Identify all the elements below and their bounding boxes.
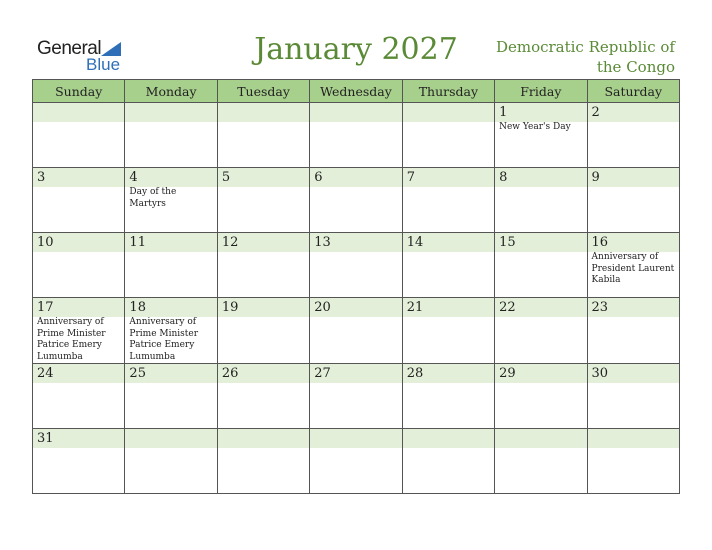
day-number: 11 [125, 233, 216, 252]
day-number [125, 429, 216, 448]
day-number [33, 103, 124, 122]
holiday-label [403, 186, 494, 187]
day-cell [217, 364, 309, 429]
holiday-label [495, 186, 586, 187]
day-cell [33, 233, 125, 298]
day-cell [587, 429, 679, 494]
weekday-header: Sunday [33, 80, 125, 103]
week-row [33, 298, 680, 364]
calendar-grid [32, 79, 680, 494]
day-number: 21 [403, 298, 494, 317]
holiday-label: Anniversary of President Laurent Kabila [591, 252, 675, 285]
day-number: 16 [588, 233, 679, 252]
weekday-header-row [33, 80, 680, 103]
holiday-label [588, 186, 679, 187]
day-number [403, 429, 494, 448]
day-number: 27 [310, 364, 401, 383]
day-number [218, 429, 309, 448]
day-cell [33, 168, 125, 233]
day-number: 31 [33, 429, 124, 448]
week-row [33, 364, 680, 429]
day-cell [125, 298, 217, 364]
day-number: 13 [310, 233, 401, 252]
day-number [125, 103, 216, 122]
day-cell [310, 168, 402, 233]
logo-blue-text: Blue [86, 55, 121, 74]
holiday-label [310, 447, 401, 448]
week-row [33, 233, 680, 298]
holiday-label: Day of the Martyrs [129, 187, 177, 209]
day-number: 1 [495, 103, 586, 122]
day-cell [402, 429, 494, 494]
holiday-label [218, 447, 309, 448]
day-number: 2 [588, 103, 679, 122]
day-number [218, 103, 309, 122]
day-cell [495, 233, 587, 298]
weekday-header: Wednesday [310, 80, 402, 103]
day-cell [587, 298, 679, 364]
weekday-header: Thursday [402, 80, 494, 103]
day-number: 22 [495, 298, 586, 317]
weekday-header: Friday [495, 80, 587, 103]
calendar-title: January 2027 [254, 32, 458, 67]
holiday-label [33, 186, 124, 187]
day-number: 15 [495, 233, 586, 252]
day-cell [217, 233, 309, 298]
day-cell [587, 103, 679, 168]
holiday-label: Anniversary of Prime Minister Patrice Emery Lumumba [37, 317, 106, 362]
day-number [310, 429, 401, 448]
day-cell [495, 429, 587, 494]
day-number: 28 [403, 364, 494, 383]
day-cell [33, 103, 125, 168]
holiday-label [125, 447, 216, 448]
day-cell [310, 298, 402, 364]
day-number: 17 [33, 298, 124, 317]
week-row [33, 429, 680, 494]
day-number: 5 [218, 168, 309, 187]
day-cell [33, 298, 125, 364]
holiday-label [218, 186, 309, 187]
holiday-label [495, 447, 586, 448]
day-cell [587, 364, 679, 429]
weekday-header: Saturday [587, 80, 679, 103]
day-number: 7 [403, 168, 494, 187]
day-cell [402, 168, 494, 233]
day-number [403, 103, 494, 122]
day-number: 30 [588, 364, 679, 383]
day-cell [587, 168, 679, 233]
day-number: 4 [125, 168, 216, 187]
day-cell [33, 364, 125, 429]
day-cell [125, 168, 217, 233]
weekday-header: Monday [125, 80, 217, 103]
day-cell [125, 429, 217, 494]
day-cell [125, 233, 217, 298]
day-number: 18 [125, 298, 216, 317]
day-number: 14 [403, 233, 494, 252]
day-cell [495, 103, 587, 168]
day-number: 9 [588, 168, 679, 187]
day-cell [587, 233, 679, 298]
day-number: 3 [33, 168, 124, 187]
holiday-label [588, 121, 679, 122]
holiday-label [403, 121, 494, 122]
day-number: 25 [125, 364, 216, 383]
day-number: 20 [310, 298, 401, 317]
day-number [310, 103, 401, 122]
day-number [495, 429, 586, 448]
day-number: 19 [218, 298, 309, 317]
day-cell [402, 233, 494, 298]
holiday-label [218, 121, 309, 122]
day-cell [495, 364, 587, 429]
week-row [33, 103, 680, 168]
day-number: 24 [33, 364, 124, 383]
day-number: 29 [495, 364, 586, 383]
holiday-label: Anniversary of Prime Minister Patrice Emery Lumumba [129, 317, 199, 362]
day-cell [33, 429, 125, 494]
day-cell [402, 298, 494, 364]
holiday-label: New Year's Day [499, 122, 571, 132]
holiday-label [310, 121, 401, 122]
holiday-label [33, 121, 124, 122]
day-number: 6 [310, 168, 401, 187]
day-cell [310, 233, 402, 298]
country-name: Democratic Republic of the Congo [495, 38, 675, 76]
day-cell [310, 364, 402, 429]
day-cell [402, 364, 494, 429]
day-number [588, 429, 679, 448]
holiday-label [403, 447, 494, 448]
day-cell [402, 103, 494, 168]
day-cell [310, 429, 402, 494]
day-cell [125, 103, 217, 168]
day-cell [217, 298, 309, 364]
day-number: 12 [218, 233, 309, 252]
day-cell [125, 364, 217, 429]
day-cell [217, 103, 309, 168]
day-number: 8 [495, 168, 586, 187]
day-number: 23 [588, 298, 679, 317]
day-number: 10 [33, 233, 124, 252]
holiday-label [125, 121, 216, 122]
day-number: 26 [218, 364, 309, 383]
day-cell [310, 103, 402, 168]
holiday-label [310, 186, 401, 187]
day-cell [217, 429, 309, 494]
day-cell [495, 298, 587, 364]
logo-general-text: General [37, 38, 102, 59]
holiday-label [588, 447, 679, 448]
week-row [33, 168, 680, 233]
day-cell [217, 168, 309, 233]
day-cell [495, 168, 587, 233]
weekday-header: Tuesday [217, 80, 309, 103]
